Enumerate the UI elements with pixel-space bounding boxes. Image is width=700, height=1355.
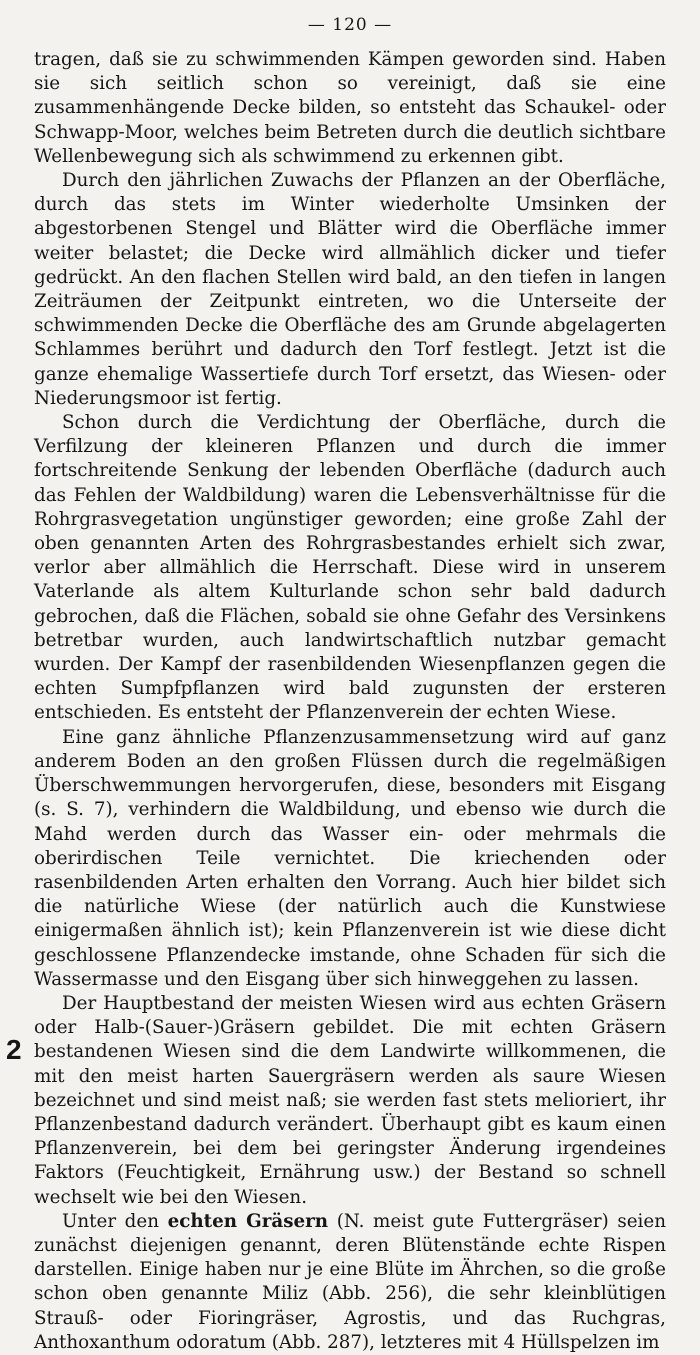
paragraph-4: Eine ganz ähnliche Pflanzenzusammensetzung wird auf ganz anderem Boden an den großen Flüssen durch die regelmäßigen Überschwemmungen hervorgerufen, diese, besonders mit Eisgang (s. S. 7), verhindern die Waldbildung, und ebenso wie durch die Mahd werden durch das Wasser ein- oder mehrmals die oberirdischen Teile vernichtet. Die kriechenden oder rasenbildenden Arten erhalten den Vorrang. Auch hier bildet sich die natürliche Wiese (der natürlich auch die Kunstwiese einigermaßen ähnlich ist); kein Pflanzenverein ist wie diese dicht geschlossene Pflanzendecke imstande, ohne Schaden für sich die Wassermasse und den Eisgang über sich hinweggehen zu lassen. [34,726,666,990]
margin-number: 2 [6,1034,22,1065]
paragraph-3: Schon durch die Verdichtung der Oberfläche, durch die Verfilzung der kleineren Pflanzen und durch die immer fortschreitende Senkung der lebenden Oberfläche (dadurch auch das Fehlen der Waldbildung) waren die Lebensverhältnisse für die Rohrgrasvegetation ungünstiger geworden; eine große Zahl der oben genannten Arten des Rohrgrasbestandes erhielt sich zwar, verlor aber allmählich die Herrschaft. Diese wird in unserem Vaterlande als altem Kulturlande schon sehr bald dadurch gebrochen, daß die Flächen, sobald sie ohne Gefahr des Versinkens betretbar wurden, auch landwirtschaftlich nutzbar gemacht wurden. Der Kampf der rasenbildenden Wiesenpflanzen gegen die echten Sumpfpflanzen wird bald zugunsten der ersteren entschieden. Es entsteht der Pflanzenverein der echten Wiese. [34,412,666,724]
page-number: — 120 — [307,15,393,35]
paragraph-5: Der Hauptbestand der meisten Wiesen wird aus echten Gräsern oder Halb-(Sauer-)Gräsern gebildet. Die mit echten Gräsern bestandenen Wiesen sind die dem Landwirte willkommenen, die mit den meist harten Sauergräsern werden als saure Wiesen bezeichnet und sind meist naß; sie werden fast stets melioriert, ihr Pflanzenbestand dadurch verändert. Überhaupt gibt es kaum einen Pflanzenverein, bei dem bei geringster Änderung irgendeines Faktors (Feuchtigkeit, Ernährung usw.) der Bestand so schnell wechselt wie bei den Wiesen. [34,992,666,1208]
paragraph-2: Durch den jährlichen Zuwachs der Pflanzen an der Oberfläche, durch das stets im Winter wiederholte Umsinken der abgestorbenen Stengel und Blätter wird die Oberfläche immer weiter belastet; die Decke wird allmählich dicker und tiefer gedrückt. An den flachen Stellen wird bald, an den tiefen in langen Zeiträumen der Zeitpunkt eintreten, wo die Unterseite der schwimmenden Decke die Oberfläche des am Grunde abgelagerten Schlammes berührt und dadurch den Torf festlegt. Jetzt ist die ganze ehemalige Wassertiefe durch Torf ersetzt, das Wiesen- oder Niederungsmoor ist fertig. [34,170,666,409]
term-echte-graeser: echten Gräsern [167,1210,329,1232]
body-text [34,48,666,1355]
paragraph-6 [34,1210,666,1355]
paragraph-6-start: Unter den [62,1210,168,1232]
paragraph-1: tragen, daß sie zu schwimmenden Kämpen geworden sind. Haben sie sich seitlich schon so vereinigt, daß sie eine zusammenhängende Decke bilden, so entsteht das Schaukel- oder Schwapp-Moor, welches beim Betreten durch die deutlich sichtbare Wellenbewegung sich als schwimmend zu erkennen gibt. [34,49,666,167]
paragraph-6-rest: (N. meist gute Futtergräser) seien zunächst diejenigen genannt, deren Blütenstände echte Rispen darstellen. Einige haben nur je eine Blüte im Ährchen, so die große schon oben genannte Miliz (Abb. 256), die sehr kleinblütigen Strauß- oder Fioringräser, Agrostis, und das Ruchgras, Anthoxanthum odoratum (Abb. 287), letzteres mit 4 Hüllspelzen im [34,1210,666,1353]
